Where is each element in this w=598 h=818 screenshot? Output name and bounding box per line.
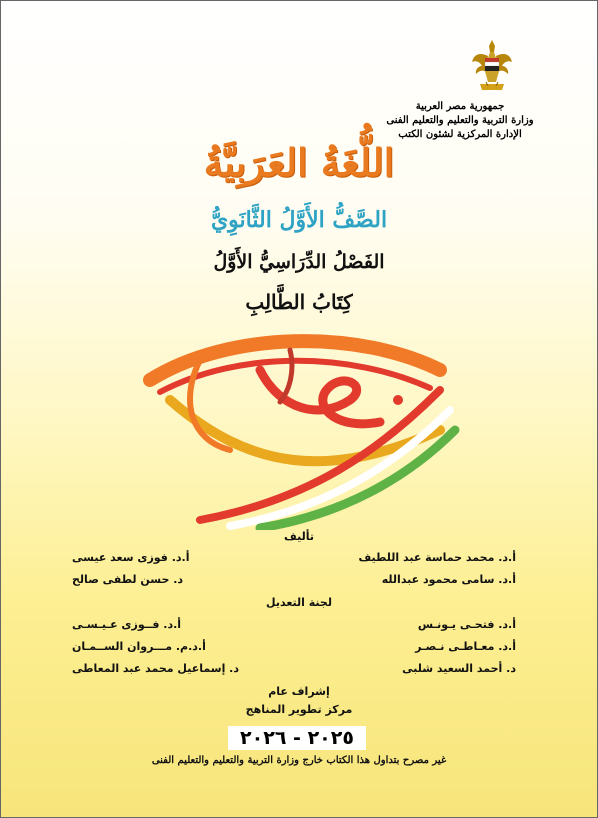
supervisor-name: مركز تطوير المناهج [245,703,353,716]
academic-year: ٢٠٢٥ - ٢٠٢٦ [228,726,366,750]
ministry-header [360,100,560,142]
book-grade: الصَّفُّ الأَوَّلُ الثَّانَوِيُّ [210,207,388,233]
distribution-notice: غير مصرح بتداول هذا الكتاب خارج وزارة التربية والتعليم والتعليم الفنى [151,755,447,766]
ribbon-calligraphy-art [140,330,460,530]
author-left-1: أ.د. فوزى سعد عيسى [72,551,190,564]
author-left-2: د. حسن لطفى صالح [72,573,184,586]
committee-left-1: أ.د. فــوزى عـيـسـى [72,618,182,631]
book-type: كِتَابُ الطَّالِبِ [245,290,353,314]
ministry-line-country: جمهورية مصر العربية [415,101,505,112]
authorship-label: تأليف [284,530,314,543]
committee-left-3: د. إسماعيل محمد عبد المعاطى [72,662,239,675]
ministry-line-department: الإدارة المركزية لشئون الكتب [398,129,522,140]
committee-label: لجنة التعديل [266,596,332,609]
committee-right-1: أ.د. فتحـى يـونـس [417,618,516,631]
author-right-1: أ.د. محمد حماسة عبد اللطيف [358,551,516,564]
eagle-emblem-icon [470,38,514,96]
book-subject-title: اللُّغَةُ العَرَبِيَّةُ [203,140,395,185]
ministry-line-ministry: وزارة التربية والتعليم والتعليم الفنى [386,115,534,126]
book-term: الفَصْلُ الدِّرَاسِيُّ الأَوَّلُ [213,251,385,273]
author-right-2: أ.د. سامى محمود عبدالله [381,573,516,586]
committee-left-2: أ.د.م. مـــروان الســمـان [72,640,206,653]
committee-right-2: أ.د. معـاطـى نـصـر [415,640,516,653]
committee-right-3: د. أحمد السعيد شلبى [402,662,516,675]
supervision-label: إشراف عام [268,685,330,698]
